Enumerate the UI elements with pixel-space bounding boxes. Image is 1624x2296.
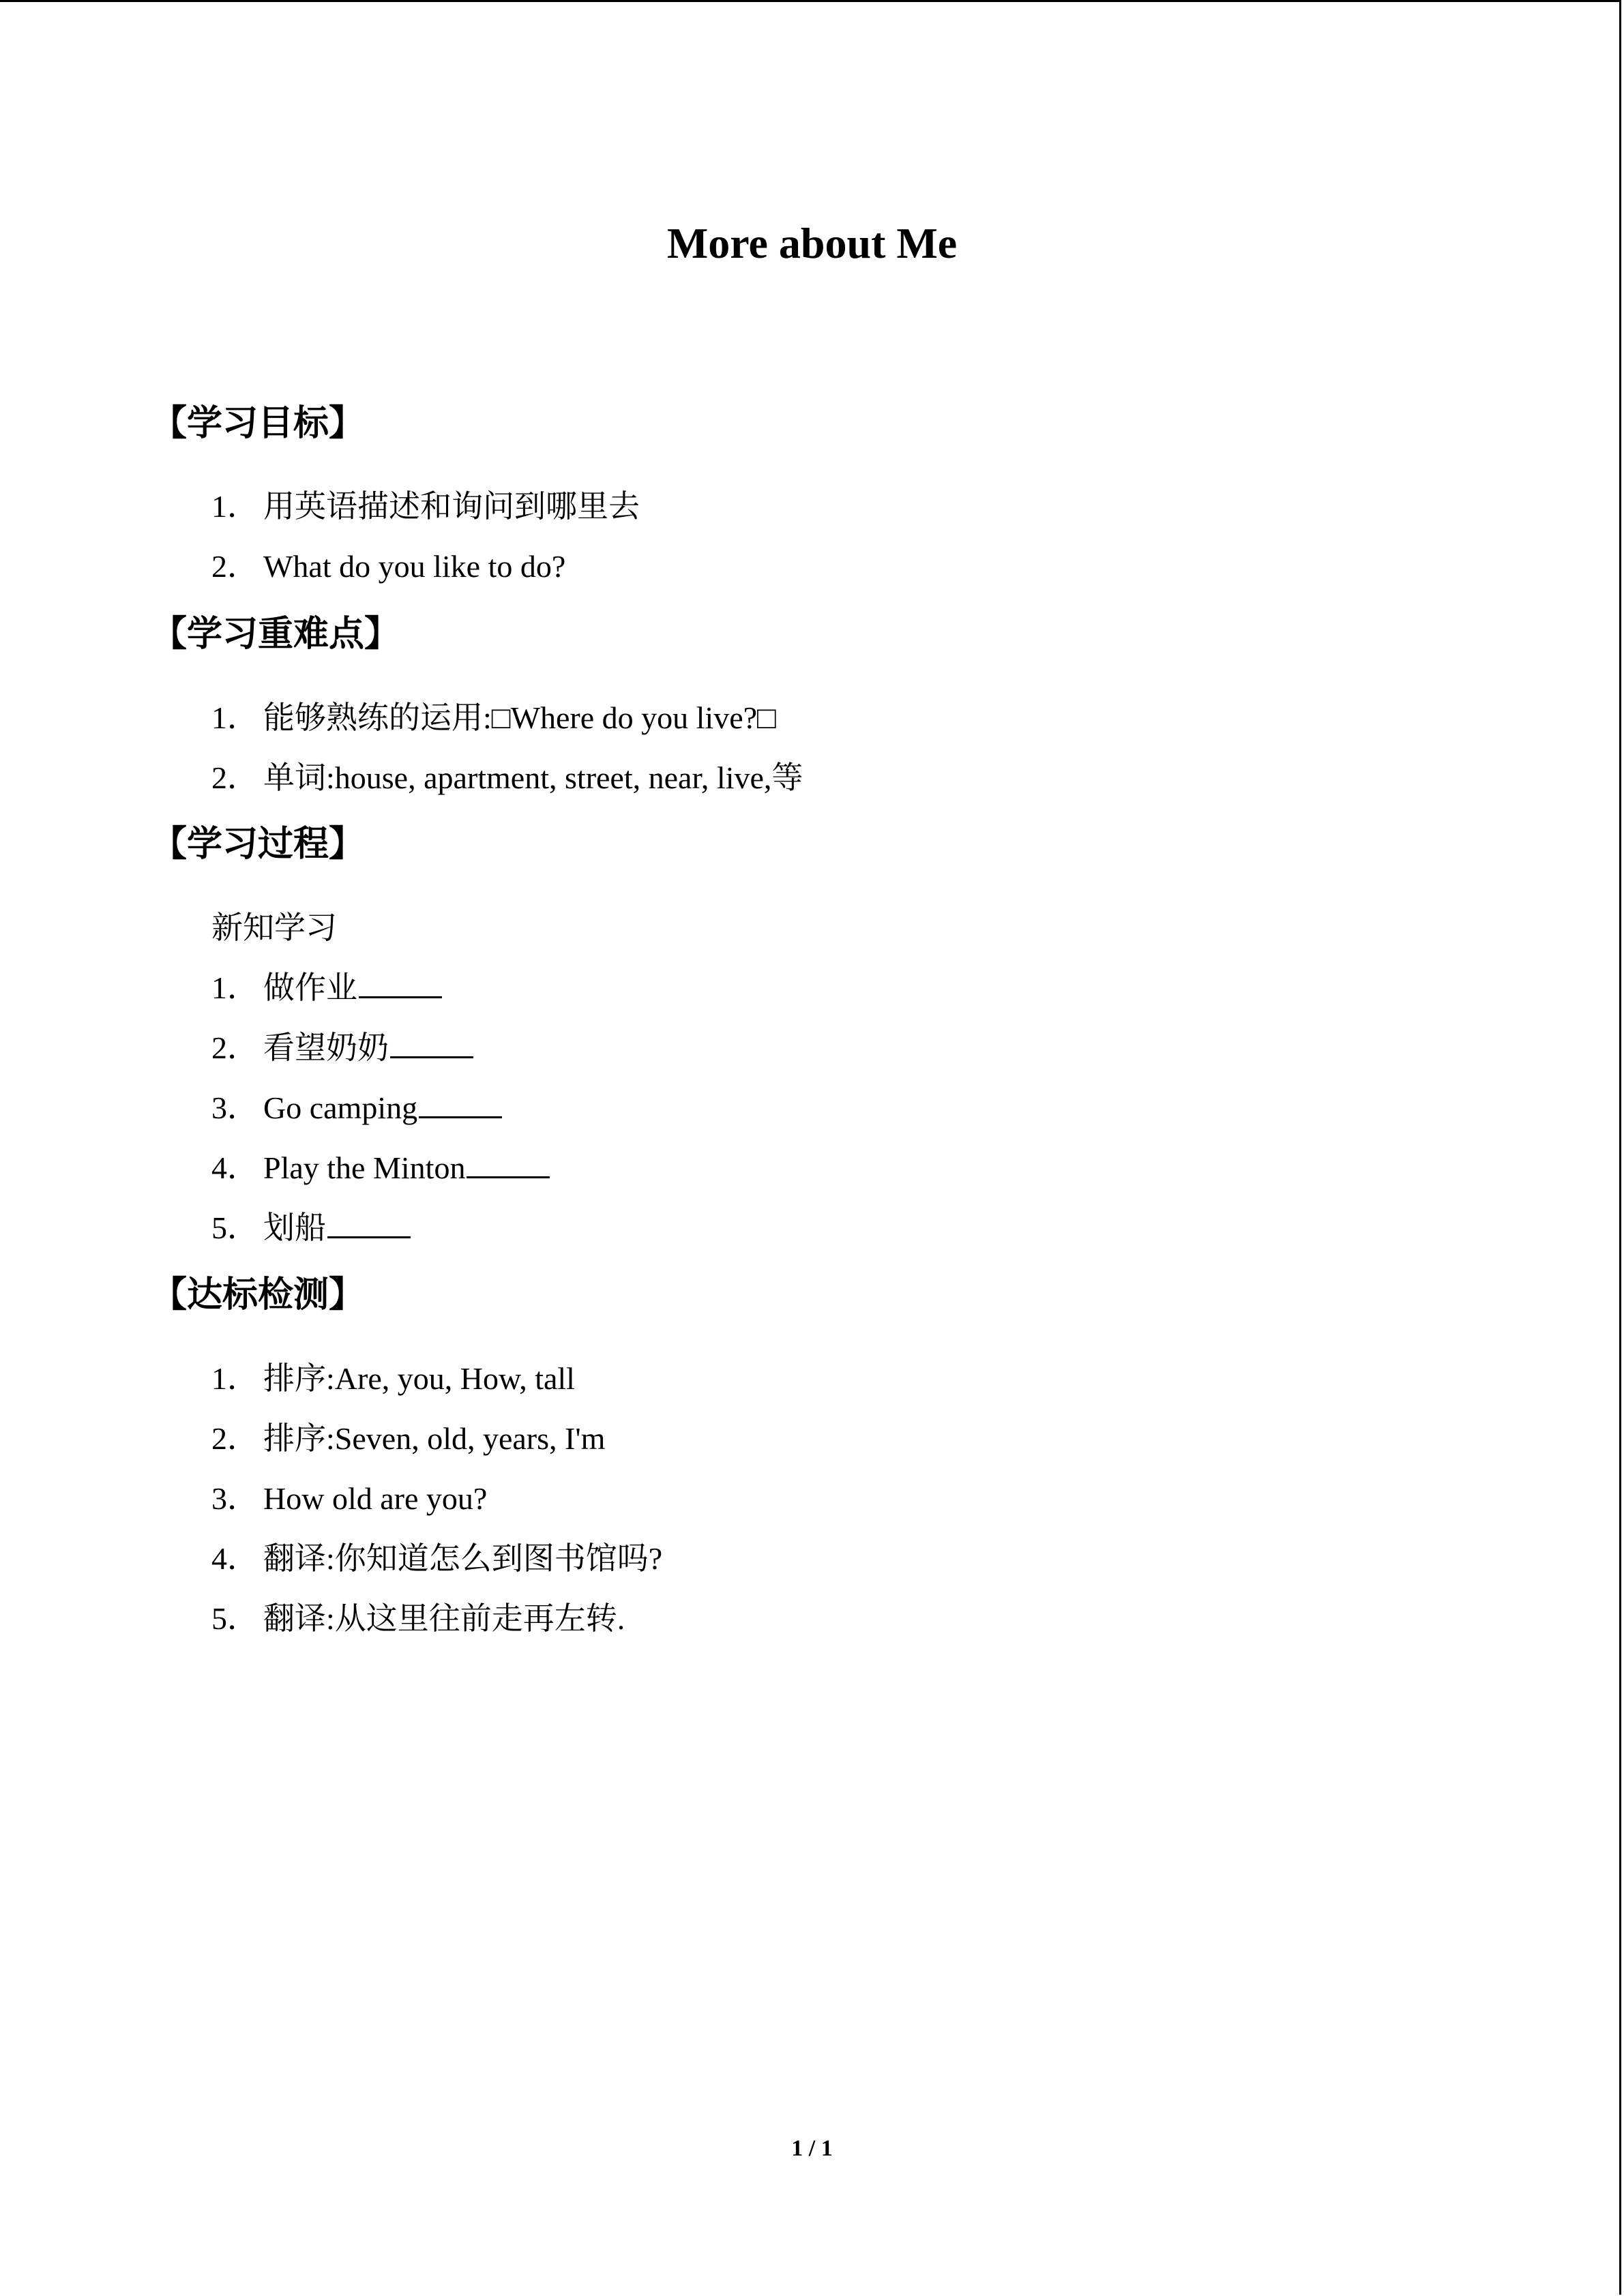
list-item (211, 485, 640, 528)
item-text: 用英语描述和询问到哪里去 (263, 489, 640, 524)
list-item (211, 1086, 502, 1130)
item-text: How old are you? (263, 1481, 488, 1516)
item-number: 2． (211, 1030, 259, 1065)
list-item (211, 1477, 487, 1521)
item-number: 5． (211, 1601, 259, 1636)
item-text: 排序:Are, you, How, tall (263, 1361, 575, 1396)
item-text: 排序:Seven, old, years, I'm (263, 1421, 606, 1456)
item-text: Go camping (263, 1090, 418, 1125)
list-item (211, 696, 776, 740)
item-number: 2． (211, 549, 259, 584)
item-number: 3． (211, 1090, 259, 1125)
item-text: 翻译:你知道怎么到图书馆吗? (263, 1541, 663, 1576)
subheading-text: 新知学习 (211, 910, 337, 945)
item-number: 1． (211, 489, 259, 524)
list-item (211, 1026, 473, 1070)
list-item (211, 1146, 550, 1190)
answer-blank[interactable] (327, 1210, 411, 1238)
section-heading-key-points: 【学习重难点】 (151, 614, 400, 655)
answer-blank[interactable] (359, 970, 442, 998)
answer-blank[interactable] (390, 1030, 473, 1058)
item-number: 3． (211, 1481, 259, 1516)
item-number: 4． (211, 1150, 259, 1185)
item-number: 1． (211, 970, 259, 1005)
section-heading-learning-goals: 【学习目标】 (151, 403, 365, 444)
item-text: 做作业 (263, 970, 357, 1005)
list-item (211, 756, 803, 800)
item-text: 单词:house, apartment, street, near, live,等 (263, 760, 803, 795)
item-text: What do you like to do? (263, 549, 566, 584)
item-number: 4． (211, 1541, 259, 1576)
answer-blank[interactable] (419, 1090, 502, 1118)
item-number: 1． (211, 1361, 259, 1396)
item-number: 2． (211, 760, 259, 795)
item-number: 5． (211, 1210, 259, 1245)
item-number: 1． (211, 700, 259, 735)
list-item (211, 1206, 411, 1250)
item-text: 翻译:从这里往前走再左转. (263, 1601, 625, 1636)
page-number: 1 / 1 (791, 2136, 833, 2161)
subheading (211, 906, 337, 950)
list-item (211, 966, 442, 1010)
answer-blank[interactable] (467, 1150, 550, 1178)
item-text: 看望奶奶 (263, 1030, 389, 1065)
item-text: 能够熟练的运用:□Where do you live?□ (263, 700, 776, 735)
section-heading-learning-process: 【学习过程】 (151, 824, 365, 865)
list-item (211, 1417, 605, 1461)
list-item (211, 1597, 625, 1641)
item-text: Play the Minton (263, 1150, 466, 1185)
list-item (211, 545, 565, 588)
list-item (211, 1357, 575, 1401)
item-text: 划船 (263, 1210, 326, 1245)
document-title: More about Me (666, 219, 958, 267)
list-item (211, 1537, 662, 1581)
section-heading-assessment: 【达标检测】 (151, 1274, 365, 1315)
item-number: 2． (211, 1421, 259, 1456)
